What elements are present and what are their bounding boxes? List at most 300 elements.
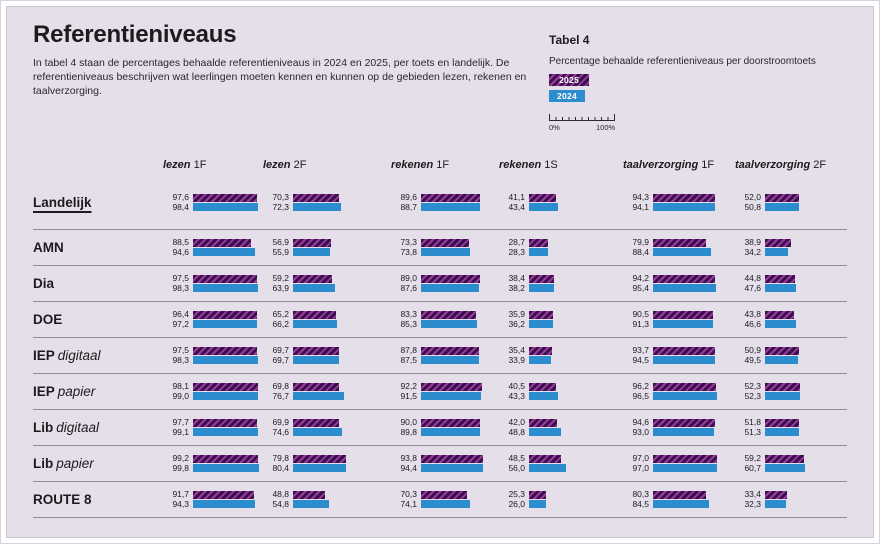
table-row bbox=[33, 266, 847, 302]
bar-2025 bbox=[765, 491, 787, 499]
column-header-name: taalverzorging bbox=[735, 159, 811, 171]
bar-2025 bbox=[765, 275, 795, 283]
value-label-2024: 46,6 bbox=[744, 318, 761, 329]
value-labels bbox=[391, 193, 417, 212]
bar-pair bbox=[765, 383, 800, 400]
bar-2024 bbox=[765, 392, 800, 400]
bar-pair bbox=[529, 194, 558, 211]
bar-2024 bbox=[193, 428, 258, 436]
bar-pair bbox=[193, 239, 255, 256]
bar-2024 bbox=[653, 203, 715, 211]
bar-2025 bbox=[529, 275, 554, 283]
bar-pair bbox=[293, 491, 329, 508]
value-label-2024: 93,0 bbox=[632, 426, 649, 437]
value-label-2025: 69,8 bbox=[272, 381, 289, 391]
value-labels bbox=[735, 274, 761, 293]
table-row bbox=[33, 181, 847, 230]
bar-pair bbox=[529, 275, 554, 292]
bar-pair bbox=[653, 311, 713, 328]
bar-2025 bbox=[193, 419, 257, 427]
bar-pair bbox=[421, 491, 470, 508]
row-label-suffix: papier bbox=[56, 456, 94, 471]
bar-pair bbox=[529, 419, 561, 436]
value-label-2024: 89,8 bbox=[400, 426, 417, 437]
value-label-2025: 40,5 bbox=[508, 381, 525, 391]
bar-pair bbox=[293, 455, 346, 472]
data-cell bbox=[735, 238, 843, 257]
column-header-level: 1F bbox=[698, 159, 715, 171]
value-labels bbox=[391, 238, 417, 257]
value-label-2024: 32,3 bbox=[744, 498, 761, 509]
data-cell bbox=[391, 238, 499, 257]
bar-pair bbox=[653, 383, 717, 400]
bar-2025 bbox=[653, 311, 713, 319]
bar-2025 bbox=[653, 275, 715, 283]
value-label-2025: 89,6 bbox=[400, 192, 417, 202]
value-labels bbox=[623, 454, 649, 473]
data-cell bbox=[499, 382, 623, 401]
bar-2025 bbox=[421, 419, 480, 427]
data-cell bbox=[163, 238, 263, 257]
row-label-suffix: papier bbox=[57, 384, 96, 399]
row-label bbox=[33, 195, 163, 210]
bar-2025 bbox=[653, 347, 715, 355]
table-row bbox=[33, 374, 847, 410]
data-cell bbox=[163, 193, 263, 212]
bar-2025 bbox=[421, 194, 480, 202]
value-label-2025: 35,9 bbox=[508, 309, 525, 319]
bar-2024 bbox=[421, 248, 470, 256]
bar-2025 bbox=[293, 311, 336, 319]
data-cell bbox=[499, 193, 623, 212]
scale-min-label: 0% bbox=[549, 123, 560, 132]
bar-2025 bbox=[653, 491, 706, 499]
bar-2025 bbox=[193, 491, 254, 499]
page-title: Referentieniveaus bbox=[33, 21, 237, 48]
value-label-2025: 99,2 bbox=[172, 453, 189, 463]
row-label-text: IEP bbox=[33, 348, 55, 363]
value-label-2024: 97,0 bbox=[632, 462, 649, 473]
row-label bbox=[33, 348, 163, 363]
data-cell bbox=[735, 418, 843, 437]
value-labels bbox=[263, 454, 289, 473]
bar-pair bbox=[293, 311, 337, 328]
value-label-2025: 52,0 bbox=[744, 192, 761, 202]
value-labels bbox=[163, 346, 189, 365]
data-cell bbox=[499, 454, 623, 473]
bar-2025 bbox=[765, 347, 799, 355]
bar-2024 bbox=[293, 464, 346, 472]
value-label-2024: 56,0 bbox=[508, 462, 525, 473]
bar-2025 bbox=[653, 383, 716, 391]
value-labels bbox=[263, 238, 289, 257]
value-labels bbox=[391, 382, 417, 401]
bar-2024 bbox=[765, 320, 796, 328]
bar-2025 bbox=[529, 419, 557, 427]
value-label-2025: 93,7 bbox=[632, 345, 649, 355]
scale-ruler-ticks bbox=[549, 114, 615, 121]
value-labels bbox=[623, 238, 649, 257]
bar-2024 bbox=[421, 428, 480, 436]
value-labels bbox=[263, 490, 289, 509]
value-label-2024: 99,1 bbox=[172, 426, 189, 437]
bar-2025 bbox=[421, 383, 482, 391]
intro-block bbox=[33, 21, 545, 133]
value-label-2024: 66,2 bbox=[272, 318, 289, 329]
value-label-2025: 97,6 bbox=[172, 192, 189, 202]
data-cell bbox=[163, 418, 263, 437]
bar-2025 bbox=[529, 455, 561, 463]
bar-2025 bbox=[421, 491, 467, 499]
value-label-2024: 94,4 bbox=[400, 462, 417, 473]
bar-2025 bbox=[765, 311, 794, 319]
data-cell bbox=[499, 238, 623, 257]
row-label-text: Landelijk bbox=[33, 195, 92, 210]
bar-pair bbox=[765, 275, 796, 292]
data-cell bbox=[735, 193, 843, 212]
legend-subtitle: Percentage behaalde referentieniveaus per doorstroomtoets bbox=[549, 56, 816, 67]
bar-pair bbox=[529, 239, 548, 256]
value-label-2024: 94,6 bbox=[172, 246, 189, 257]
bar-2025 bbox=[293, 194, 339, 202]
value-labels bbox=[623, 193, 649, 212]
value-label-2025: 43,8 bbox=[744, 309, 761, 319]
value-labels bbox=[735, 490, 761, 509]
data-cell bbox=[735, 382, 843, 401]
bar-pair bbox=[421, 383, 482, 400]
value-label-2025: 50,9 bbox=[744, 345, 761, 355]
data-cell bbox=[499, 490, 623, 509]
value-label-2024: 91,3 bbox=[632, 318, 649, 329]
value-labels bbox=[391, 346, 417, 365]
bar-pair bbox=[765, 311, 796, 328]
value-label-2025: 93,8 bbox=[400, 453, 417, 463]
value-labels bbox=[163, 238, 189, 257]
value-label-2025: 97,5 bbox=[172, 273, 189, 283]
value-labels bbox=[391, 490, 417, 509]
bar-2024 bbox=[653, 392, 717, 400]
data-cell bbox=[623, 346, 735, 365]
table-label: Tabel 4 bbox=[549, 33, 590, 47]
data-cell bbox=[263, 193, 391, 212]
table-row bbox=[33, 338, 847, 374]
data-cell bbox=[163, 490, 263, 509]
value-label-2025: 69,9 bbox=[272, 417, 289, 427]
row-label-text: Lib bbox=[33, 456, 54, 471]
bar-pair bbox=[653, 239, 711, 256]
value-labels bbox=[499, 454, 525, 473]
bar-pair bbox=[293, 419, 342, 436]
data-cell bbox=[623, 274, 735, 293]
value-label-2024: 97,2 bbox=[172, 318, 189, 329]
value-label-2025: 94,6 bbox=[632, 417, 649, 427]
value-label-2025: 94,2 bbox=[632, 273, 649, 283]
row-label bbox=[33, 456, 163, 471]
data-cell bbox=[499, 346, 623, 365]
value-label-2024: 52,3 bbox=[744, 390, 761, 401]
data-cell bbox=[163, 310, 263, 329]
table-row bbox=[33, 302, 847, 338]
data-cell bbox=[263, 382, 391, 401]
bar-pair bbox=[765, 194, 799, 211]
bar-2024 bbox=[421, 500, 470, 508]
bar-pair bbox=[653, 347, 715, 364]
bar-2024 bbox=[421, 203, 480, 211]
value-label-2025: 44,8 bbox=[744, 273, 761, 283]
bar-2024 bbox=[653, 428, 714, 436]
value-label-2025: 59,2 bbox=[272, 273, 289, 283]
data-cell bbox=[499, 310, 623, 329]
value-label-2025: 56,9 bbox=[272, 237, 289, 247]
bar-pair bbox=[193, 455, 259, 472]
bar-pair bbox=[421, 419, 480, 436]
bar-pair bbox=[529, 383, 558, 400]
column-header-lezen-2F bbox=[263, 159, 391, 171]
row-label-text: IEP bbox=[33, 384, 55, 399]
bar-pair bbox=[193, 311, 257, 328]
bar-2025 bbox=[293, 239, 331, 247]
table-row bbox=[33, 482, 847, 518]
value-labels bbox=[499, 238, 525, 257]
row-label bbox=[33, 420, 163, 435]
bar-pair bbox=[193, 419, 258, 436]
value-label-2025: 88,5 bbox=[172, 237, 189, 247]
value-label-2024: 88,7 bbox=[400, 201, 417, 212]
value-label-2025: 48,5 bbox=[508, 453, 525, 463]
bar-2024 bbox=[765, 500, 786, 508]
value-label-2024: 91,5 bbox=[400, 390, 417, 401]
value-labels bbox=[391, 310, 417, 329]
value-label-2024: 26,0 bbox=[508, 498, 525, 509]
value-labels bbox=[499, 346, 525, 365]
bar-2024 bbox=[529, 320, 553, 328]
bar-2024 bbox=[529, 203, 558, 211]
column-header-rekenen-1F bbox=[391, 159, 499, 171]
data-cell bbox=[735, 346, 843, 365]
bar-2025 bbox=[765, 419, 799, 427]
bar-pair bbox=[653, 194, 715, 211]
value-label-2024: 98,3 bbox=[172, 354, 189, 365]
value-labels bbox=[623, 490, 649, 509]
value-label-2025: 96,4 bbox=[172, 309, 189, 319]
value-label-2025: 42,0 bbox=[508, 417, 525, 427]
bar-2025 bbox=[653, 455, 717, 463]
bar-2025 bbox=[193, 455, 258, 463]
value-labels bbox=[263, 418, 289, 437]
value-label-2024: 95,4 bbox=[632, 282, 649, 293]
bar-2025 bbox=[421, 347, 479, 355]
value-label-2024: 55,9 bbox=[272, 246, 289, 257]
data-cell bbox=[263, 346, 391, 365]
value-labels bbox=[391, 418, 417, 437]
value-label-2025: 25,3 bbox=[508, 489, 525, 499]
value-labels bbox=[263, 382, 289, 401]
bar-pair bbox=[293, 194, 341, 211]
value-label-2024: 85,3 bbox=[400, 318, 417, 329]
data-cell bbox=[263, 238, 391, 257]
value-label-2025: 97,7 bbox=[172, 417, 189, 427]
column-header-name: lezen bbox=[163, 159, 191, 171]
bar-2025 bbox=[529, 311, 553, 319]
bar-2025 bbox=[529, 491, 546, 499]
bar-pair bbox=[421, 455, 483, 472]
column-header-level: 1F bbox=[190, 159, 207, 171]
value-labels bbox=[735, 193, 761, 212]
bar-pair bbox=[765, 347, 799, 364]
value-label-2024: 96,5 bbox=[632, 390, 649, 401]
value-label-2025: 83,3 bbox=[400, 309, 417, 319]
legend-label-2025: 2025 bbox=[558, 75, 580, 85]
value-label-2024: 60,7 bbox=[744, 462, 761, 473]
column-header-lezen-1F bbox=[163, 159, 263, 171]
data-cell bbox=[391, 274, 499, 293]
value-label-2024: 98,4 bbox=[172, 201, 189, 212]
row-label bbox=[33, 384, 163, 399]
value-labels bbox=[623, 382, 649, 401]
value-label-2025: 38,9 bbox=[744, 237, 761, 247]
value-labels bbox=[735, 382, 761, 401]
bar-pair bbox=[529, 491, 546, 508]
bar-2024 bbox=[529, 428, 561, 436]
bar-2024 bbox=[529, 392, 558, 400]
column-header-level: 1F bbox=[433, 159, 450, 171]
data-cell bbox=[391, 382, 499, 401]
value-labels bbox=[623, 274, 649, 293]
bar-2025 bbox=[193, 275, 257, 283]
data-cell bbox=[623, 454, 735, 473]
legend-swatch-2025 bbox=[549, 74, 589, 86]
value-labels bbox=[499, 490, 525, 509]
bar-2025 bbox=[529, 239, 548, 247]
value-labels bbox=[623, 346, 649, 365]
bar-2024 bbox=[765, 284, 796, 292]
bar-2025 bbox=[421, 239, 469, 247]
bar-2024 bbox=[653, 464, 717, 472]
bar-pair bbox=[193, 194, 258, 211]
data-cell bbox=[163, 454, 263, 473]
value-label-2024: 98,3 bbox=[172, 282, 189, 293]
data-cell bbox=[623, 490, 735, 509]
table-row bbox=[33, 230, 847, 266]
bar-2024 bbox=[293, 500, 329, 508]
column-header-taalverzorging-2F bbox=[735, 159, 843, 171]
scale-ruler bbox=[549, 114, 629, 133]
value-label-2025: 59,2 bbox=[744, 453, 761, 463]
data-cell bbox=[735, 490, 843, 509]
bar-pair bbox=[193, 275, 258, 292]
row-label bbox=[33, 276, 163, 291]
data-cell bbox=[391, 490, 499, 509]
table-row bbox=[33, 410, 847, 446]
value-labels bbox=[735, 346, 761, 365]
legend bbox=[549, 21, 816, 133]
bar-2024 bbox=[529, 464, 566, 472]
value-labels bbox=[391, 454, 417, 473]
data-cell bbox=[391, 418, 499, 437]
bar-2024 bbox=[421, 392, 481, 400]
value-label-2025: 38,4 bbox=[508, 273, 525, 283]
bar-2025 bbox=[653, 239, 706, 247]
row-label-text: Dia bbox=[33, 276, 55, 291]
value-label-2024: 87,6 bbox=[400, 282, 417, 293]
value-label-2024: 76,7 bbox=[272, 390, 289, 401]
bar-2024 bbox=[193, 320, 257, 328]
value-label-2024: 28,3 bbox=[508, 246, 525, 257]
bar-2025 bbox=[193, 194, 257, 202]
bar-2025 bbox=[293, 455, 346, 463]
column-header-level: 2F bbox=[290, 159, 307, 171]
bar-2024 bbox=[529, 284, 554, 292]
value-label-2025: 79,8 bbox=[272, 453, 289, 463]
bar-2024 bbox=[193, 464, 259, 472]
bar-2024 bbox=[293, 392, 344, 400]
data-cell bbox=[391, 346, 499, 365]
value-labels bbox=[735, 310, 761, 329]
bar-2024 bbox=[765, 356, 798, 364]
bar-pair bbox=[193, 383, 258, 400]
bar-2024 bbox=[293, 284, 335, 292]
data-cell bbox=[163, 274, 263, 293]
scale-max-label: 100% bbox=[596, 123, 616, 132]
value-label-2025: 80,3 bbox=[632, 489, 649, 499]
value-label-2025: 96,2 bbox=[632, 381, 649, 391]
value-labels bbox=[623, 418, 649, 437]
value-label-2025: 92,2 bbox=[400, 381, 417, 391]
value-label-2024: 43,3 bbox=[508, 390, 525, 401]
row-label-suffix: digitaal bbox=[56, 420, 100, 435]
value-label-2025: 90,5 bbox=[632, 309, 649, 319]
bar-2024 bbox=[653, 320, 713, 328]
data-cell bbox=[735, 454, 843, 473]
bar-2025 bbox=[765, 239, 791, 247]
row-label bbox=[33, 312, 163, 327]
bar-2024 bbox=[193, 392, 258, 400]
value-label-2025: 94,3 bbox=[632, 192, 649, 202]
value-label-2024: 99,0 bbox=[172, 390, 189, 401]
table-row bbox=[33, 446, 847, 482]
data-cell bbox=[263, 490, 391, 509]
bar-2025 bbox=[293, 419, 339, 427]
value-label-2024: 43,4 bbox=[508, 201, 525, 212]
bar-2024 bbox=[293, 320, 337, 328]
bar-pair bbox=[765, 491, 787, 508]
data-cell bbox=[735, 274, 843, 293]
bar-pair bbox=[653, 491, 709, 508]
value-labels bbox=[163, 418, 189, 437]
tabel4-figure-panel bbox=[6, 6, 874, 538]
value-label-2025: 52,3 bbox=[744, 381, 761, 391]
legend-swatch-2024 bbox=[549, 90, 585, 102]
bar-2024 bbox=[193, 356, 258, 364]
row-label bbox=[33, 492, 163, 507]
value-labels bbox=[623, 310, 649, 329]
data-cell bbox=[163, 346, 263, 365]
value-label-2025: 97,5 bbox=[172, 345, 189, 355]
bar-pair bbox=[529, 455, 566, 472]
bar-2025 bbox=[193, 239, 251, 247]
value-labels bbox=[735, 238, 761, 257]
bar-2025 bbox=[193, 311, 257, 319]
bar-2025 bbox=[529, 347, 552, 355]
value-labels bbox=[163, 490, 189, 509]
bar-2024 bbox=[293, 248, 330, 256]
data-cell bbox=[623, 310, 735, 329]
value-label-2025: 89,0 bbox=[400, 273, 417, 283]
data-cell bbox=[499, 274, 623, 293]
bar-pair bbox=[293, 383, 344, 400]
bar-2025 bbox=[421, 455, 483, 463]
figure-header bbox=[33, 21, 847, 133]
